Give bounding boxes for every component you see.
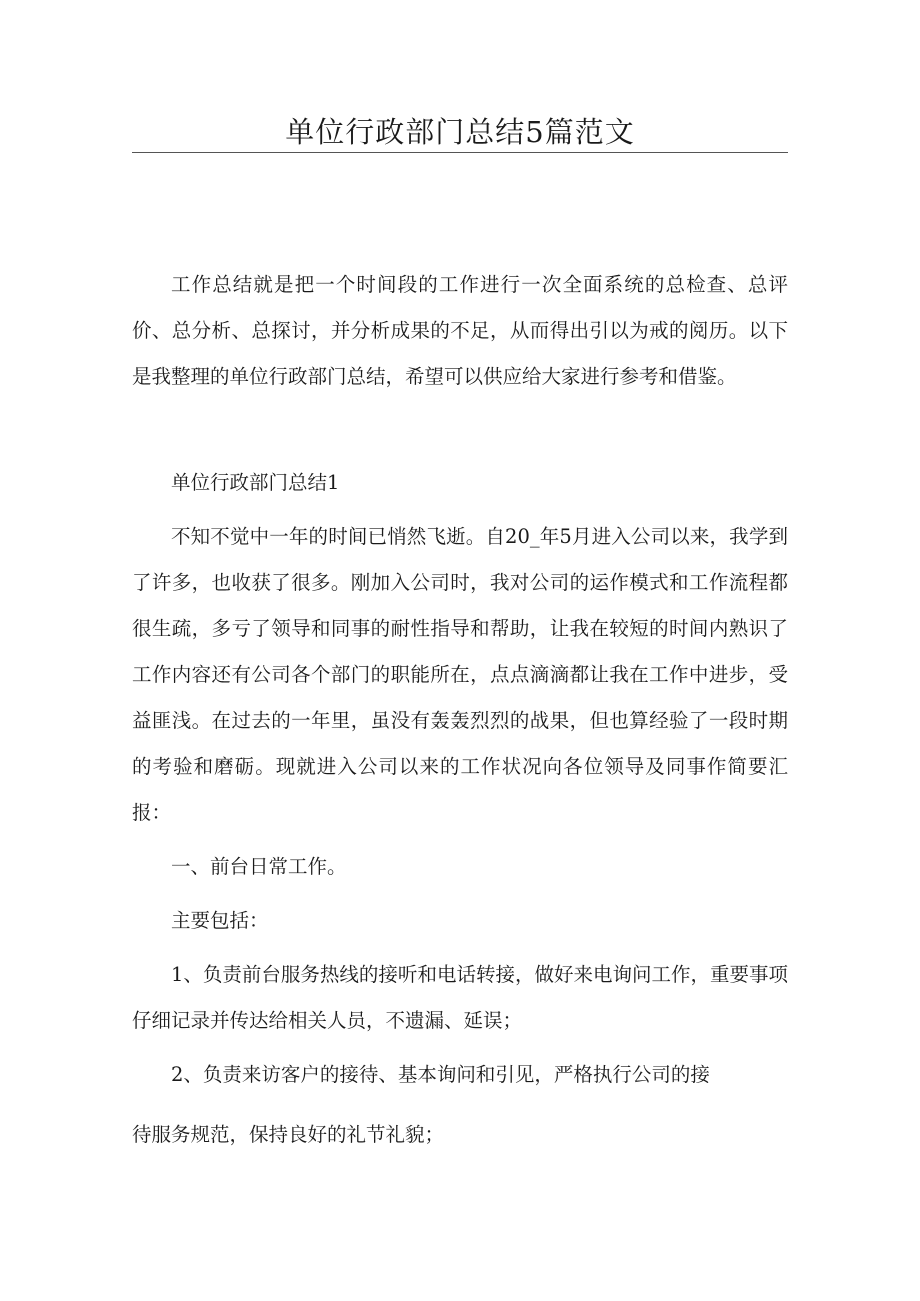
- document-title: 单位行政部门总结5篇范文: [285, 115, 635, 149]
- item-heading: 一、前台日常工作。: [171, 855, 347, 878]
- item-intro: 主要包括：: [171, 909, 269, 932]
- list-item-2-line-1: 2、负责来访客户的接待、基本询问和引见，严格执行公司的接: [171, 1063, 710, 1086]
- body-paragraph: 不知不觉中一年的时间已悄然飞逝。自20_年5月进入公司以来，我学到了许多，也收获了很多。刚加入公司时，我对公司的运作模式和工作流程都很生疏，多亏了领导和同事的耐性指导和帮助，让我在较短的时间内熟识了工作内容还有公司各个部门的职能所在，点点滴滴都让我在工作中进步，受益匪浅。在过去的一年里，虽没有轰轰烈烈的战果，但也算经验了一段时期的考验和磨砺。现就进入公司以来的工作状况向各位领导及同事作简要汇报：: [132, 525, 788, 824]
- section-heading: 单位行政部门总结1: [171, 471, 340, 494]
- title-underline: [132, 152, 788, 153]
- intro-paragraph: 工作总结就是把一个时间段的工作进行一次全面系统的总检查、总评价、总分析、总探讨，并分析成果的不足，从而得出引以为戒的阅历。以下是我整理的单位行政部门总结，希望可以供应给大家进行参考和借鉴。: [132, 273, 788, 388]
- document-body: [132, 262, 788, 1158]
- list-item-2-line-2: 待服务规范，保持良好的礼节礼貌；: [132, 1123, 445, 1146]
- list-item-1: 1、负责前台服务热线的接听和电话转接，做好来电询问工作，重要事项仔细记录并传达给相关人员，不遗漏、延误；: [132, 963, 788, 1032]
